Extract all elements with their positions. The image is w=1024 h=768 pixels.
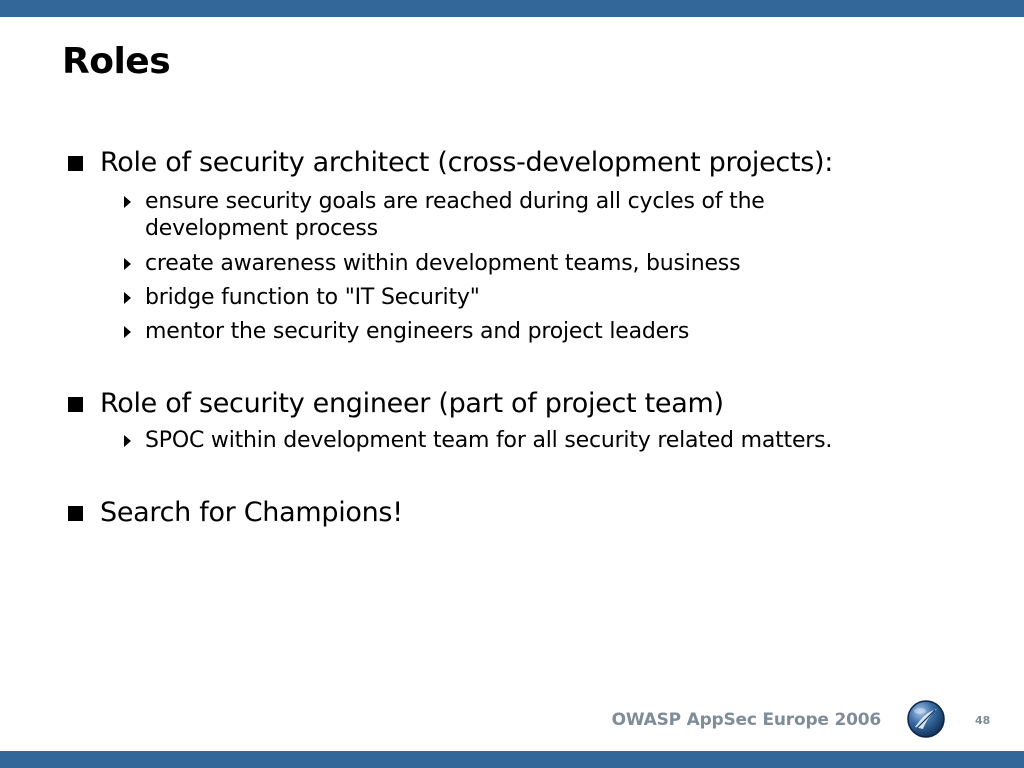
owasp-logo-icon (906, 699, 946, 739)
arrow-bullet-icon (124, 196, 131, 208)
arrow-bullet-icon (124, 292, 131, 304)
sub-bullet-text: mentor the security engineers and project leaders (145, 319, 690, 344)
slide-title: Roles (62, 41, 171, 82)
bullet-text: Role of security engineer (part of project team) (100, 388, 724, 419)
sub-bullet-create-awareness (124, 250, 924, 277)
top-decorative-bar (0, 0, 1024, 17)
page-number: 48 (975, 714, 991, 727)
footer-event-name: OWASP AppSec Europe 2006 (611, 710, 881, 730)
square-bullet-icon (68, 506, 83, 521)
arrow-bullet-icon (124, 326, 131, 338)
bullet-text: Search for Champions! (100, 497, 403, 528)
sub-bullet-spoc (124, 427, 924, 454)
sub-bullet-text: ensure security goals are reached during all cycles of the development process (145, 189, 765, 241)
bullet-security-architect (68, 146, 833, 180)
bullet-text: Role of security architect (cross-development projects): (100, 147, 834, 178)
arrow-bullet-icon (124, 258, 131, 270)
bullet-security-engineer (68, 387, 724, 421)
sub-bullet-bridge-function (124, 284, 924, 311)
sub-bullet-text: SPOC within development team for all security related matters. (145, 428, 833, 453)
sub-bullet-ensure-goals (124, 188, 924, 242)
bullet-search-champions (68, 496, 403, 530)
square-bullet-icon (68, 397, 83, 412)
square-bullet-icon (68, 156, 83, 171)
sub-bullet-text: bridge function to "IT Security" (145, 285, 480, 310)
bottom-decorative-bar (0, 751, 1024, 768)
arrow-bullet-icon (124, 435, 131, 447)
sub-bullet-text: create awareness within development teams, business (145, 251, 741, 276)
sub-bullet-mentor (124, 318, 924, 345)
